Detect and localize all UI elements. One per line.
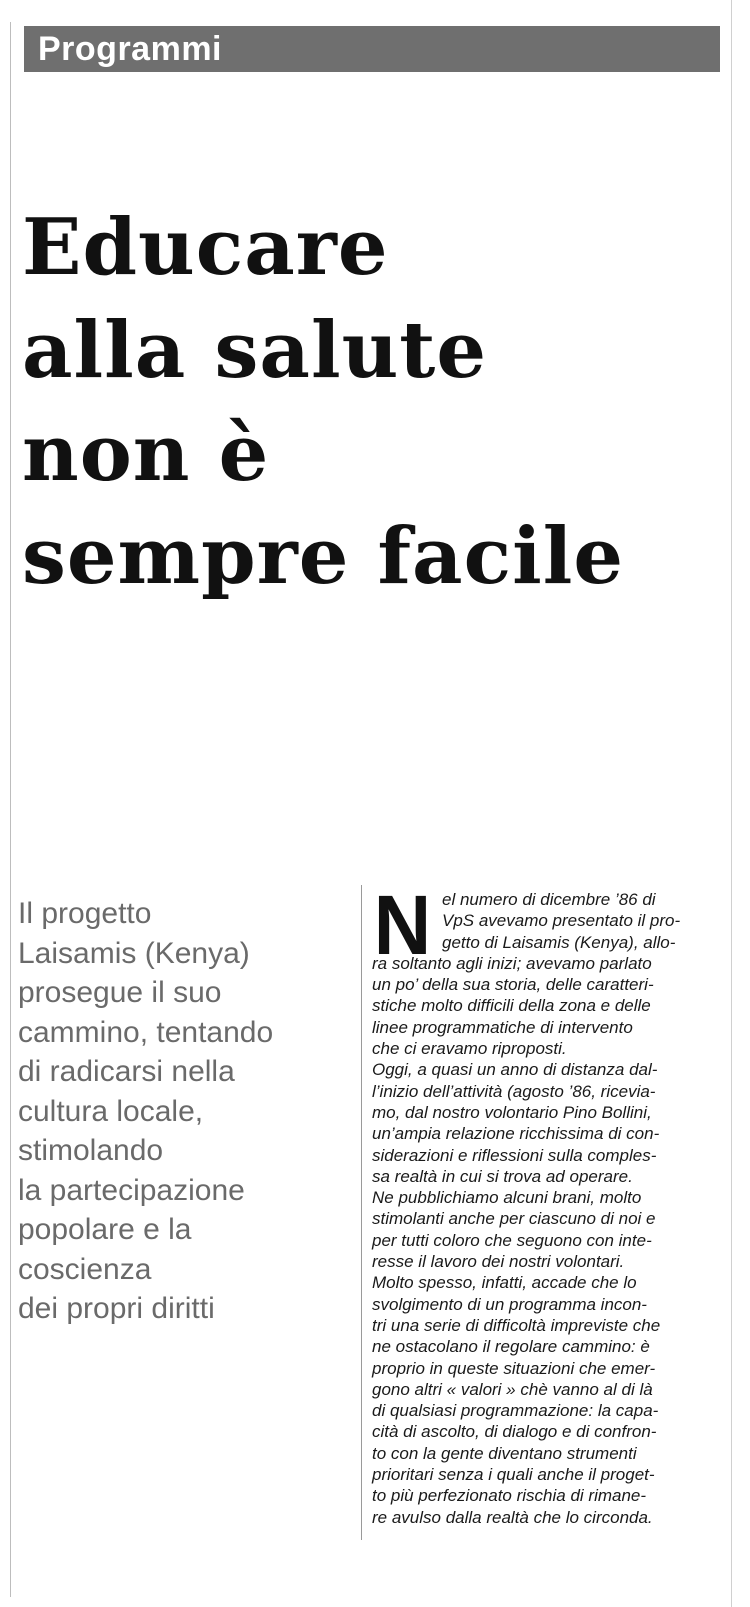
deck-line: cultura locale,: [18, 1094, 204, 1128]
article-body: [372, 878, 716, 1528]
body-line: l’inizio dell’attività (agosto ’86, ricevia-: [372, 1081, 656, 1101]
body-line: che ci eravamo riproposti.: [372, 1039, 567, 1059]
deck-line: la partecipazione: [18, 1173, 245, 1207]
deck-line: popolare e la: [18, 1213, 192, 1246]
body-line: cità di ascolto, di dialogo e di confron-: [372, 1422, 657, 1442]
body-line: per tutti coloro che seguono con inte-: [372, 1230, 652, 1250]
body-line: stiche molto difficili della zona e delle: [372, 996, 651, 1016]
headline-line: alla salute: [22, 305, 487, 396]
section-header-bar: [24, 26, 720, 72]
headline-line: non è: [22, 408, 270, 499]
body-line: Molto spesso, infatti, accade che lo: [372, 1273, 637, 1293]
body-line: ne ostacolano il regolare cammino: è: [372, 1337, 650, 1357]
body-line: to con la gente diventano strumenti: [372, 1443, 637, 1463]
body-line: Oggi, a quasi un anno di distanza dal-: [372, 1060, 658, 1080]
body-line: sa realtà in cui si trova ad operare.: [372, 1166, 633, 1186]
deck-line: prosegue il suo: [18, 976, 222, 1009]
headline-line: Educare: [22, 202, 389, 293]
deck-line: Il progetto: [18, 897, 152, 930]
body-line: VpS avevamo presentato il pro-: [442, 911, 681, 931]
article-headline: [22, 196, 722, 608]
body-line: el numero di dicembre ’86 di: [442, 890, 656, 909]
body-line: un’ampia relazione ricchissima di con-: [372, 1124, 660, 1144]
deck-line: cammino, tentando: [18, 1015, 274, 1049]
deck-line: di radicarsi nella: [18, 1055, 235, 1088]
body-line: gono altri « valori » chè vanno al di là: [372, 1379, 653, 1399]
deck-line: stimolando: [18, 1134, 164, 1167]
column-divider: [361, 885, 362, 1540]
body-line: di qualsiasi programmazione: la capa-: [372, 1401, 659, 1421]
body-line: svolgimento di un programma incon-: [372, 1294, 647, 1314]
body-line: to più perfezionato rischia di rimane-: [372, 1486, 647, 1506]
body-line: mo, dal nostro volontario Pino Bollini,: [372, 1102, 652, 1122]
body-line: prioritari senza i quali anche il proget-: [372, 1465, 655, 1485]
body-line: stimolanti anche per ciascuno di noi e: [372, 1209, 656, 1229]
deck-line: coscienza: [18, 1252, 152, 1286]
body-line: siderazioni e riflessioni sulla comples-: [372, 1145, 657, 1165]
page-left-rule: [10, 22, 11, 1597]
body-line: un po’ della sua storia, delle caratteri-: [372, 975, 654, 995]
section-label: Programmi: [38, 30, 222, 68]
body-line: getto di Laisamis (Kenya), allo-: [442, 932, 676, 952]
article-deck: [18, 894, 353, 1329]
body-line: tri una serie di difficoltà impreviste che: [372, 1315, 661, 1335]
drop-cap: N: [373, 878, 432, 972]
page-right-rule: [731, 0, 732, 1607]
deck-line: dei propri diritti: [18, 1292, 215, 1325]
body-line: Ne pubblichiamo alcuni brani, molto: [372, 1188, 642, 1208]
headline-line: sempre facile: [22, 511, 624, 602]
body-line: ra soltanto agli inizi; avevamo parlato: [372, 953, 652, 973]
body-line: re avulso dalla realtà che lo circonda.: [372, 1507, 653, 1527]
deck-line: Laisamis (Kenya): [18, 936, 250, 970]
body-line: linee programmatiche di intervento: [372, 1017, 633, 1037]
body-line: resse il lavoro dei nostri volontari.: [372, 1252, 625, 1272]
body-line: proprio in queste situazioni che emer-: [372, 1358, 656, 1378]
